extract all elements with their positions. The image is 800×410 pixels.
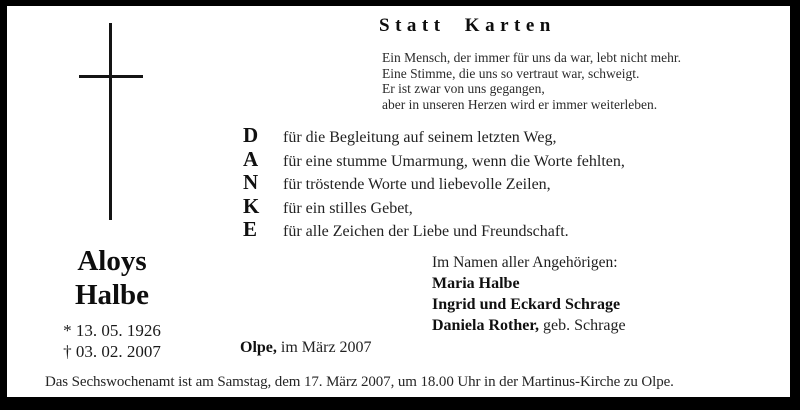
deceased-first-name: Aloys (77, 245, 147, 277)
danke-row (243, 147, 625, 171)
danke-row (243, 123, 625, 147)
signer-name (432, 294, 626, 315)
danke-row (243, 170, 625, 194)
signer-name-bold: Daniela Rother, (432, 317, 539, 334)
signer-name (432, 315, 626, 336)
danke-row (243, 194, 625, 218)
danke-text: für ein stilles Gebet, (283, 199, 413, 217)
birth-date: * 13. 05. 1926 (63, 321, 161, 340)
signer-name (432, 273, 626, 294)
memorial-poem (382, 50, 681, 112)
deceased-dates (32, 321, 192, 362)
cross-icon-vertical-bar (109, 23, 112, 220)
page-title: Statt Karten (379, 15, 556, 36)
danke-acrostic (243, 123, 625, 241)
signer-name-rest: geb. Schrage (538, 317, 626, 334)
danke-letter: D (243, 123, 259, 147)
service-announcement: Das Sechswochenamt ist am Samstag, dem 17. März 2007, um 18.00 Uhr in der Martinus-Kirche zu Olpe. (45, 374, 674, 390)
danke-text: für alle Zeichen der Liebe und Freundschaft. (283, 223, 569, 240)
poem-line: Er ist zwar von uns gegangen, (382, 81, 545, 97)
place-name: Olpe, (240, 339, 277, 356)
danke-text: für die Begleitung auf seinem letzten Weg, (283, 129, 557, 146)
danke-text: für eine stumme Umarmung, wenn die Worte fehlten, (283, 152, 625, 170)
danke-letter: E (243, 217, 258, 241)
death-date: † 03. 02. 2007 (63, 341, 161, 361)
family-signature-block (432, 252, 626, 336)
poem-line: aber in unseren Herzen wird er immer weiterleben. (382, 96, 658, 112)
danke-letter: A (243, 146, 259, 171)
obituary-sheet (7, 6, 790, 397)
cross-icon-horizontal-bar (79, 75, 143, 78)
signature-intro: Im Namen aller Angehörigen: (432, 254, 618, 271)
deceased-last-name: Halbe (74, 279, 150, 311)
place-date-line (240, 339, 372, 357)
signer-name-bold: Maria Halbe (432, 275, 520, 292)
danke-letter: N (243, 170, 259, 194)
danke-text: für tröstende Worte und liebevolle Zeilen, (283, 176, 551, 193)
danke-letter: K (243, 193, 260, 218)
danke-row (243, 217, 625, 241)
place-date: im März 2007 (276, 339, 372, 356)
poem-line: Eine Stimme, die uns so vertraut war, schweigt. (382, 65, 640, 81)
deceased-name (32, 244, 192, 312)
poem-line: Ein Mensch, der immer für uns da war, lebt nicht mehr. (382, 50, 682, 65)
signer-name-bold: Ingrid und Eckard Schrage (432, 296, 621, 313)
